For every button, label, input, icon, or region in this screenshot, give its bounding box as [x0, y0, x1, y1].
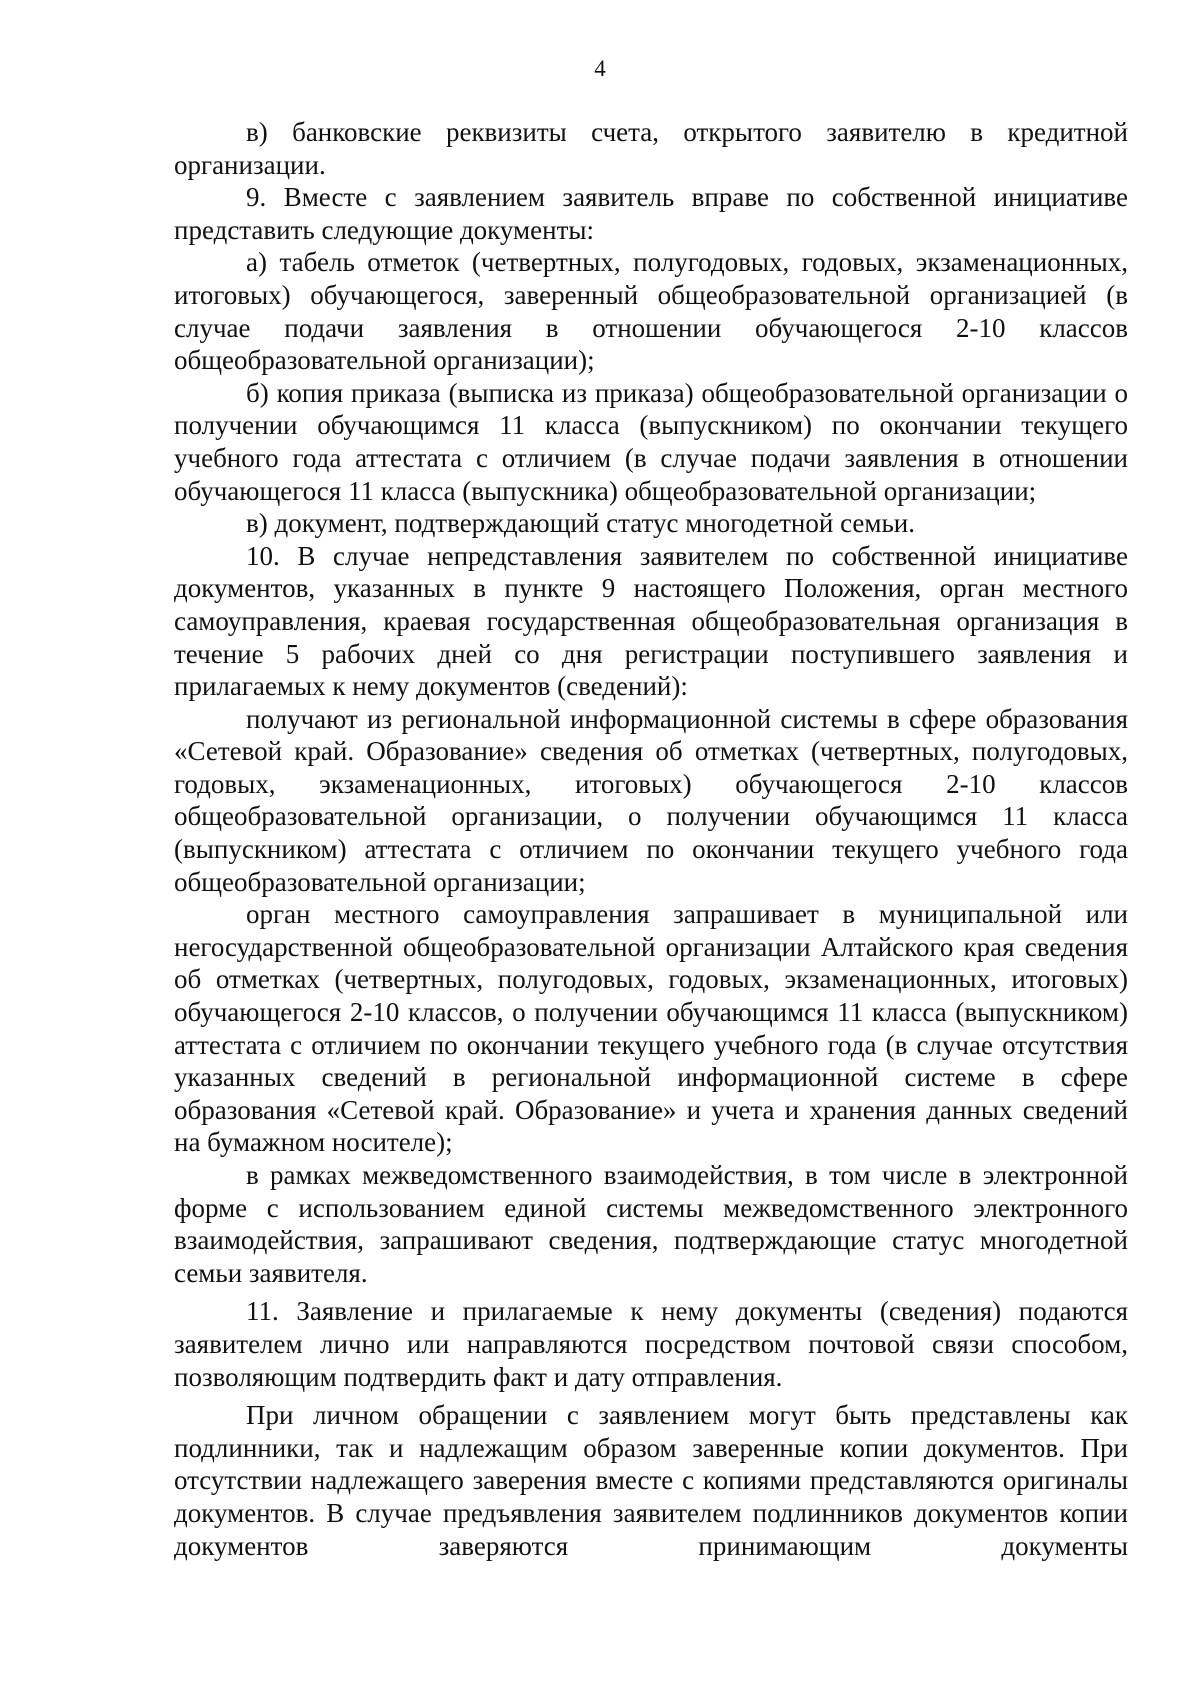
paragraph-10-regional-system-request: получают из региональной информационной системы в сфере образования «Сетевой край. Образование» сведения об отметках (четвертных, полугодовых, годовых, экзаменационных, итоговых) обучающегося 2-10 классов общеобразовательной организации, о получении обучающимся 11 класса (выпускником) аттестата с отличием по окончании текущего учебного года общеобразовательной организации; [174, 703, 1128, 897]
paragraph-9b-order-copy: б) копия приказа (выписка из приказа) общеобразовательной организации о получении обучающимся 11 класса (выпускником) по окончании текущего учебного года аттестата с отличием (в случае подачи заявления в отношении обучающегося 11 класса (выпускника) общеобразовательной организации; [174, 377, 1128, 506]
paragraph-10-non-submission: 10. В случае непредставления заявителем по собственной инициативе документов, указанных в пункте 9 настоящего Положения, орган местного самоуправления, краевая государственная общеобразовательная организация в течение 5 рабочих дней со дня регистрации поступившего заявления и прилагаемых к нему документов (сведений): [174, 540, 1128, 702]
paragraph-9v-large-family-status: в) документ, подтверждающий статус многодетной семьи. [246, 508, 915, 539]
page-number: 4 [594, 56, 606, 81]
paragraph-9-optional-documents: 9. Вместе с заявлением заявитель вправе по собственной инициативе представить следующие документы: [174, 182, 1128, 245]
paragraph-9a-grades-report: а) табель отметок (четвертных, полугодовых, годовых, экзаменационных, итоговых) обучающегося, заверенный общеобразовательной организацией (в случае подачи заявления в отношении обучающегося 2-10 классов общеобразовательной организации); [174, 247, 1128, 376]
paragraph-10-interagency-request: в рамках межведомственного взаимодействия, в том числе в электронной форме с использованием единой системы межведомственного электронного взаимодействия, запрашивают сведения, подтверждающие статус многодетной семьи заявителя. [174, 1160, 1128, 1288]
paragraph-11-originals-and-copies: При личном обращении с заявлением могут быть представлены как подлинники, так и надлежащим образом заверенные копии документов. При отсутствии надлежащего заверения вместе с копиями представляются оригиналы документов. В случае предъявления заявителем подлинников документов копии документов заверяются принимающим документы [174, 1400, 1128, 1561]
paragraph-10-local-authority-request: орган местного самоуправления запрашивает в муниципальной или негосударственной общеобразовательной организации Алтайского края сведения об отметках (четвертных, полугодовых, годовых, экзаменационных, итоговых) обучающегося 2-10 классов, о получении обучающимся 11 класса (выпускником) аттестата с отличием по окончании текущего учебного года (в случае отсутствия указанных сведений в региональной информационной системе в сфере образования «Сетевой край. Образование» и учета и хранения данных сведений на бумажном носителе); [174, 899, 1128, 1158]
paragraph-11-submission: 11. Заявление и прилагаемые к нему документы (сведения) подаются заявителем лично или направляются посредством почтовой связи способом, позволяющим подтвердить факт и дату отправления. [174, 1296, 1128, 1392]
paragraph-8v-bank-details: в) банковские реквизиты счета, открытого заявителю в кредитной организации. [174, 117, 1128, 180]
document-body [174, 116, 1128, 1562]
